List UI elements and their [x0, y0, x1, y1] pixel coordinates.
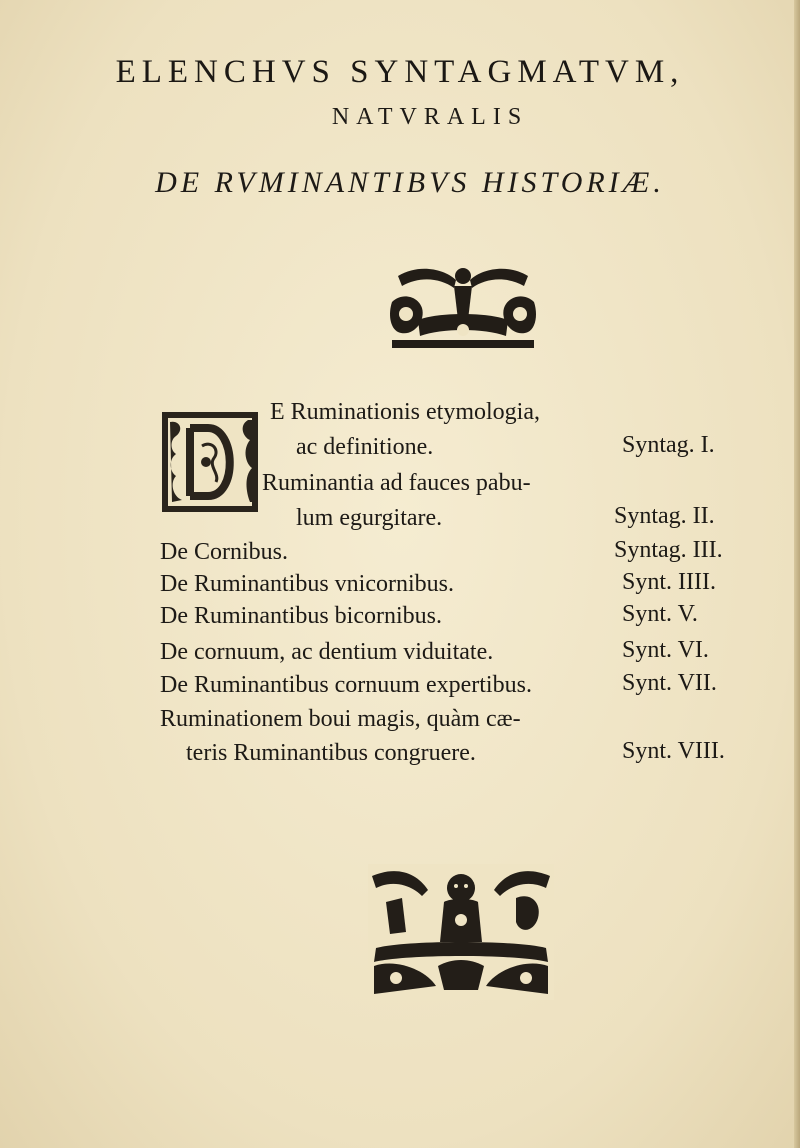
- entry-text: lum egurgitare.: [296, 505, 443, 531]
- list-item: [160, 569, 454, 599]
- entry-ref: Syntag. III.: [614, 537, 723, 563]
- title-line-3: DE RVMINANTIBVS HISTORIÆ.: [155, 166, 665, 199]
- entry-ref: Syntag. II.: [614, 503, 715, 529]
- winged-figure-ornament-icon: [388, 262, 538, 352]
- entry-text: De cornuum, ac dentium viduitate.: [160, 639, 494, 665]
- entry-ref: Synt. V.: [622, 601, 698, 627]
- cherub-ornament-icon: [366, 862, 556, 1002]
- list-item: [160, 537, 288, 567]
- list-item: [160, 637, 493, 667]
- decorated-initial-d-icon: [160, 410, 260, 514]
- list-item: [186, 738, 476, 768]
- entry-text: teris Ruminantibus congruere.: [186, 740, 476, 766]
- entry-ref: Synt. VI.: [622, 637, 709, 663]
- entry-text: De Ruminantibus vnicornibus.: [160, 571, 454, 597]
- entry-ref: Synt. IIII.: [622, 569, 716, 595]
- list-item: [160, 704, 521, 734]
- list-item: [262, 468, 531, 498]
- entry-text: De Ruminantibus bicornibus.: [160, 603, 442, 629]
- title-line-2: NATVRALIS: [331, 104, 529, 130]
- entry-ref: Syntag. I.: [622, 432, 715, 458]
- entry-text: E Ruminationis etymologia,: [270, 399, 540, 425]
- entry-ref: Synt. VIII.: [622, 738, 725, 764]
- list-item: [296, 432, 433, 462]
- list-item: [270, 397, 540, 427]
- entry-text: De Ruminantibus cornuum expertibus.: [160, 672, 532, 698]
- title-line-1: ELENCHVS SYNTAGMATVM,: [115, 54, 685, 90]
- list-item: [160, 601, 442, 631]
- entry-text: De Cornibus.: [160, 539, 288, 565]
- entry-ref: Synt. VII.: [622, 670, 717, 696]
- entry-text: Ruminationem boui magis, quàm cæ-: [160, 706, 521, 732]
- list-item: [160, 670, 532, 700]
- entry-text: Ruminantia ad fauces pabu-: [262, 470, 531, 496]
- entry-text: ac definitione.: [296, 434, 434, 460]
- list-item: [296, 503, 442, 533]
